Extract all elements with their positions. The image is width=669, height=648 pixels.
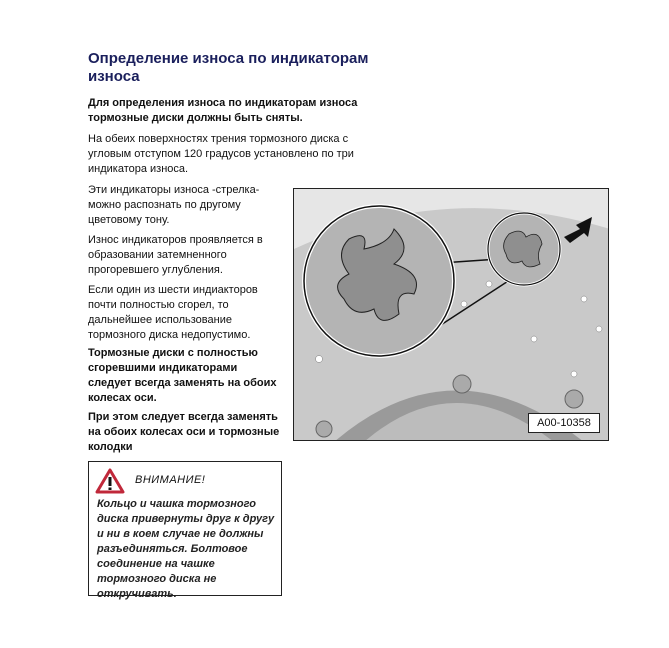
page-title: Определение износа по индикаторам износа <box>88 50 369 85</box>
bold-paragraph: Тормозные диски с полностью сгоревшими индикаторами следует всегда заменять на обоих колесах оси. <box>88 347 277 404</box>
warning-box <box>88 461 282 600</box>
brake-disc-illustration <box>294 189 609 441</box>
warning-title: ВНИМАНИЕ! <box>135 474 206 486</box>
brake-disc-figure <box>293 188 609 441</box>
warning-text: Кольцо и чашка тормозного диска привернуты друг к другу и ни в коем случае не должны разъединяться. Болтовое соединение на чашке тормозного диска не откручивать. <box>97 498 275 600</box>
intro-paragraph: Для определения износа по индикаторам износа тормозные диски должны быть сняты. <box>88 97 358 124</box>
bold-paragraph: При этом следует всегда заменять на обоих колесах оси и тормозные колодки <box>88 411 280 453</box>
figure-label: A00-10358 <box>528 413 600 433</box>
paragraph: На обеих поверхностях трения тормозного диска с угловым отступом 120 градусов установлено по три индикатора износа. <box>88 133 354 175</box>
paragraph: Износ индикаторов проявляется в образовании затемненного прогоревшего углубления. <box>88 234 263 276</box>
warning-triangle-icon <box>95 468 125 494</box>
paragraph: Эти индикаторы износа -стрелка- можно распознать по другому цветовому тону. <box>88 184 260 226</box>
paragraph: Если один из шести индиакторов почти полностью сгорел, то дальнейшее использование тормозного диска недопустимо. <box>88 284 258 341</box>
